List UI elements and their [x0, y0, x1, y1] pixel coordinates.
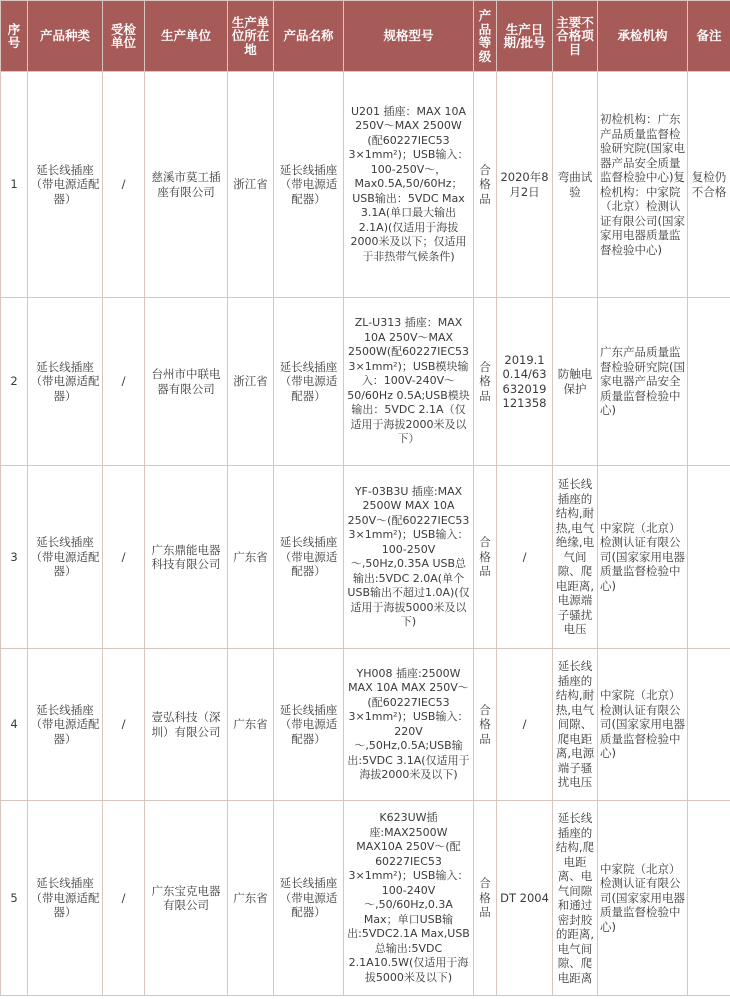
cell-no: 1: [1, 72, 28, 298]
cell-category: 延长线插座（带电源适配器）: [28, 298, 103, 466]
cell-grade: 合格品: [474, 72, 497, 298]
cell-manufacturer: 广东鼎能电器科技有限公司: [145, 466, 228, 649]
table-row: [1, 72, 730, 298]
cell-defects: 弯曲试验: [553, 72, 598, 298]
cell-product: 延长线插座（带电源适配器）: [274, 72, 344, 298]
cell-inspected-unit: /: [103, 466, 145, 649]
cell-location: 广东省: [228, 466, 274, 649]
cell-category: 延长线插座（带电源适配器）: [28, 466, 103, 649]
col-header-agency: 承检机构: [598, 1, 688, 72]
table-row: [1, 801, 730, 996]
cell-date: 2020年8月2日: [497, 72, 553, 298]
cell-date: 2019.10.14/63632019121358: [497, 298, 553, 466]
cell-defects: 延长线插座的结构,耐热,电气间隙、爬电距离,电源端子骚扰电压: [553, 649, 598, 801]
cell-date: /: [497, 649, 553, 801]
cell-note: [688, 801, 730, 996]
cell-no: 5: [1, 801, 28, 996]
table-row: [1, 298, 730, 466]
cell-no: 2: [1, 298, 28, 466]
table-row: [1, 466, 730, 649]
col-header-defects: 主要不合格项目: [553, 1, 598, 72]
cell-note: 复检仍不合格: [688, 72, 730, 298]
table-row: [1, 649, 730, 801]
cell-category: 延长线插座（带电源适配器）: [28, 649, 103, 801]
cell-inspected-unit: /: [103, 298, 145, 466]
cell-category: 延长线插座（带电源适配器）: [28, 801, 103, 996]
cell-inspected-unit: /: [103, 801, 145, 996]
cell-agency: 广东产品质量监督检验研究院(国家电器产品安全质量监督检验中心): [598, 298, 688, 466]
cell-spec: YF-03B3U 插座:MAX 2500W MAX 10A 250V～(配60227IEC53 3×1mm²)；USB输入：100-250V～,50Hz,0.35A USB总输出:5VDC 2.0A(单个USB输出不超过1.0A)(仅适用于海拔5000米及以下): [344, 466, 474, 649]
cell-grade: 合格品: [474, 298, 497, 466]
cell-spec: YH008 插座:2500W MAX 10A MAX 250V～(配60227IEC53 3×1mm²)；USB输入：220V～,50Hz,0.5A;USB输出:5VDC 3.1A(仅适用于海拔2000米及以下): [344, 649, 474, 801]
cell-note: [688, 466, 730, 649]
cell-product: 延长线插座（带电源适配器）: [274, 466, 344, 649]
cell-product: 延长线插座（带电源适配器）: [274, 801, 344, 996]
cell-note: [688, 649, 730, 801]
cell-manufacturer: 台州市中联电器有限公司: [145, 298, 228, 466]
cell-defects: 防触电保护: [553, 298, 598, 466]
cell-spec: U201 插座：MAX 10A 250V～MAX 2500W (配60227IEC53 3×1mm²)；USB输入：100-250V～，Max0.5A,50/60Hz；USB输出：5VDC Max 3.1A(单口最大输出2.1A)(仅适用于海拔2000米及以下；仅适用于非热带气候条件): [344, 72, 474, 298]
cell-location: 广东省: [228, 801, 274, 996]
cell-note: [688, 298, 730, 466]
cell-category: 延长线插座（带电源适配器）: [28, 72, 103, 298]
cell-grade: 合格品: [474, 649, 497, 801]
col-header-location: 生产单位所在地: [228, 1, 274, 72]
col-header-product: 产品名称: [274, 1, 344, 72]
col-header-grade: 产品等级: [474, 1, 497, 72]
cell-no: 4: [1, 649, 28, 801]
cell-product: 延长线插座（带电源适配器）: [274, 298, 344, 466]
cell-agency: 初检机构：广东产品质量监督检验研究院(国家电器产品安全质量监督检验中心)复检机构：中家院（北京）检测认证有限公司(国家家用电器质量监督检验中心): [598, 72, 688, 298]
header-row: [1, 1, 730, 72]
cell-grade: 合格品: [474, 466, 497, 649]
cell-spec: K623UW插座:MAX2500W MAX10A 250V～(配60227IEC53 3×1mm²)；USB输入：100-240V～,50/60Hz,0.3A Max；单口USB输出:5VDC2.1A Max,USB总输出:5VDC 2.1A10.5W(仅适用于海拔5000米及以下): [344, 801, 474, 996]
cell-manufacturer: 广东宝克电器有限公司: [145, 801, 228, 996]
cell-no: 3: [1, 466, 28, 649]
cell-date: /: [497, 466, 553, 649]
cell-agency: 中家院（北京）检测认证有限公司(国家家用电器质量监督检验中心): [598, 649, 688, 801]
cell-date: DT 2004: [497, 801, 553, 996]
cell-inspected-unit: /: [103, 72, 145, 298]
col-header-inspected-unit: 受检单位: [103, 1, 145, 72]
col-header-spec: 规格型号: [344, 1, 474, 72]
col-header-manufacturer: 生产单位: [145, 1, 228, 72]
cell-location: 浙江省: [228, 298, 274, 466]
cell-spec: ZL-U313 插座：MAX 10A 250V～MAX 2500W(配60227IEC53 3×1mm²)；USB模块输入：100V-240V～50/60Hz 0.5A;USB模块输出：5VDC 2.1A（仅适用于海拔2000米及以下）: [344, 298, 474, 466]
cell-inspected-unit: /: [103, 649, 145, 801]
cell-grade: 合格品: [474, 801, 497, 996]
col-header-note: 备注: [688, 1, 730, 72]
cell-agency: 中家院（北京）检测认证有限公司(国家家用电器质量监督检验中心): [598, 466, 688, 649]
cell-location: 广东省: [228, 649, 274, 801]
cell-defects: 延长线插座的结构,耐热,电气绝缘,电气间隙、爬电距离,电源端子骚扰电压: [553, 466, 598, 649]
cell-location: 浙江省: [228, 72, 274, 298]
col-header-category: 产品种类: [28, 1, 103, 72]
cell-manufacturer: 壹弘科技（深圳）有限公司: [145, 649, 228, 801]
cell-manufacturer: 慈溪市莫工插座有限公司: [145, 72, 228, 298]
cell-agency: 中家院（北京）检测认证有限公司(国家家用电器质量监督检验中心): [598, 801, 688, 996]
cell-defects: 延长线插座的结构,爬电距离、电气间隙和通过密封胶的距离,电气间隙、爬电距离: [553, 801, 598, 996]
col-header-no: 序号: [1, 1, 28, 72]
cell-product: 延长线插座（带电源适配器）: [274, 649, 344, 801]
col-header-date: 生产日期/批号: [497, 1, 553, 72]
